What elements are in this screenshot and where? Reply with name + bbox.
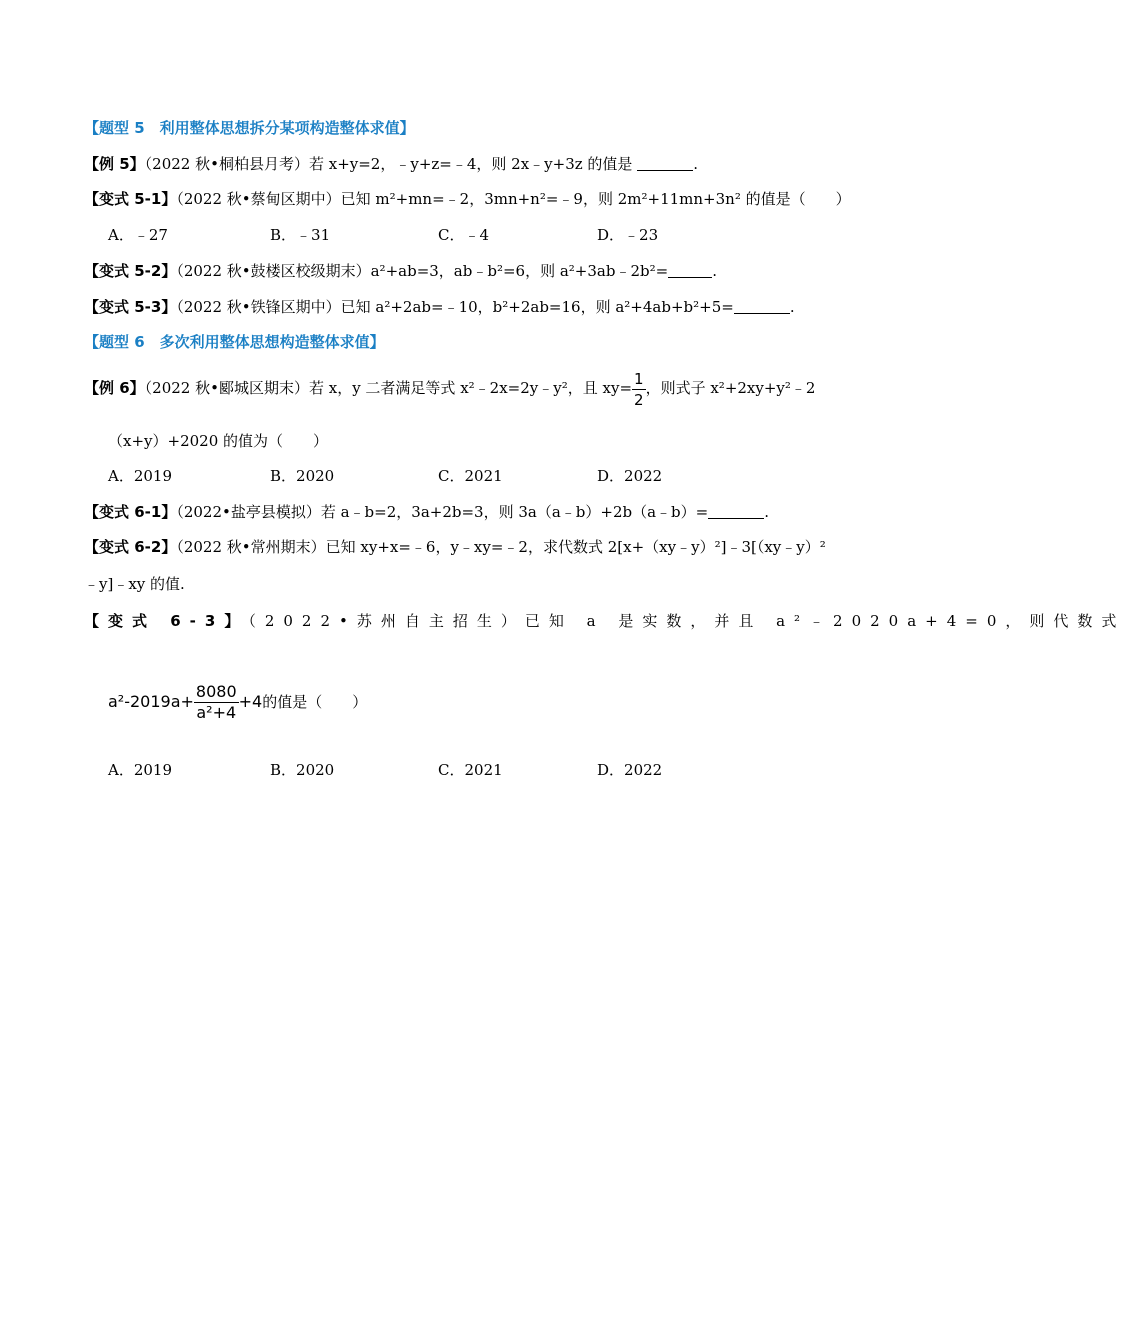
fraction-numerator: 8080 bbox=[195, 682, 237, 701]
example-6-options bbox=[108, 466, 808, 486]
expression-tail: 的值是（ ） bbox=[262, 693, 368, 711]
expression-right: +4 bbox=[238, 692, 263, 711]
variant-5-3-text: （2022 秋•铁锋区期中）已知 a²+2ab=﹣10，b²+2ab=16，则 a²+4ab+b²+5= bbox=[176, 298, 734, 316]
example-6-line-2: （x+y）+2020 的值为（ ） bbox=[108, 432, 329, 450]
variant-6-2-line-2: ﹣y]﹣xy 的值. bbox=[84, 575, 185, 593]
section-6-heading: 【题型 6 多次利用整体思想构造整体求值】 bbox=[84, 333, 385, 351]
expression-left: a²-2019a+ bbox=[108, 692, 194, 711]
variant-5-2-text: （2022 秋•鼓楼区校级期末）a²+ab=3，ab﹣b²=6，则 a²+3ab﹣2b²= bbox=[176, 262, 669, 280]
example-5-tag: 【例 5】 bbox=[84, 155, 145, 173]
variant-6-2 bbox=[84, 537, 866, 557]
option-d[interactable]: D．2022 bbox=[597, 761, 663, 779]
variant-5-1-text: （2022 秋•蔡甸区期中）已知 m²+mn=﹣2，3mn+n²=﹣9，则 2m²+11mn+3n² 的值是（ ） bbox=[176, 190, 851, 208]
variant-6-1-text: （2022•盐亭县模拟）若 a﹣b=2，3a+2b=3，则 3a（a﹣b）+2b（a﹣b）= bbox=[176, 503, 709, 521]
variant-6-1-tag: 【变式 6-1】 bbox=[84, 503, 177, 521]
variant-5-2-tag: 【变式 5-2】 bbox=[84, 262, 177, 280]
variant-6-2-text-1: （2022 秋•常州期末）已知 xy+x=﹣6，y﹣xy=﹣2，求代数式 2[x+（xy﹣y）²]﹣3[（xy﹣y）² bbox=[176, 538, 826, 556]
fraction-numerator: 1 bbox=[634, 369, 644, 388]
example-5 bbox=[84, 154, 866, 174]
option-d[interactable]: D．2022 bbox=[597, 467, 663, 485]
variant-5-2-end: . bbox=[712, 262, 717, 280]
option-a[interactable]: A．﹣27 bbox=[108, 226, 168, 244]
example-5-text: （2022 秋•桐柏县月考）若 x+y=2，﹣y+z=﹣4，则 2x﹣y+3z 的值是 bbox=[144, 155, 633, 173]
fraction-denominator: a²+4 bbox=[196, 703, 237, 722]
variant-5-1-options bbox=[108, 225, 808, 245]
option-b[interactable]: B．2020 bbox=[270, 761, 335, 779]
answer-blank bbox=[708, 504, 764, 519]
section-5-heading: 【题型 5 利用整体思想拆分某项构造整体求值】 bbox=[84, 119, 415, 137]
option-b[interactable]: B．﹣31 bbox=[270, 226, 331, 244]
variant-5-2 bbox=[84, 261, 866, 281]
fraction-denominator: 2 bbox=[634, 390, 644, 409]
variant-6-3 bbox=[84, 611, 1125, 631]
option-c[interactable]: C．2021 bbox=[438, 761, 503, 779]
variant-6-2-tag: 【变式 6-2】 bbox=[84, 538, 177, 556]
answer-blank bbox=[637, 156, 693, 171]
variant-5-3 bbox=[84, 297, 866, 317]
example-6-tag: 【例 6】 bbox=[84, 379, 145, 397]
variant-6-1 bbox=[84, 502, 866, 522]
variant-6-1-end: . bbox=[764, 503, 769, 521]
fraction bbox=[194, 682, 239, 723]
example-6-text-1: （2022 秋•郾城区期末）若 x，y 二者满足等式 x²﹣2x=2y﹣y²，且 xy= bbox=[144, 379, 633, 397]
option-a[interactable]: A．2019 bbox=[108, 467, 173, 485]
option-c[interactable]: C．2021 bbox=[438, 467, 503, 485]
example-6 bbox=[84, 367, 866, 410]
example-5-end: . bbox=[693, 155, 698, 173]
variant-6-3-tag: 【变式 6-3】 bbox=[84, 612, 249, 630]
variant-6-3-expression bbox=[108, 682, 866, 723]
option-c[interactable]: C．﹣4 bbox=[438, 226, 490, 244]
variant-5-1 bbox=[84, 189, 866, 209]
variant-6-3-text: （2022•苏州自主招生）已知 a 是实数，并且 a²﹣2020a+4=0，则代数式 bbox=[248, 612, 1125, 630]
fraction bbox=[632, 369, 646, 410]
option-d[interactable]: D．﹣23 bbox=[597, 226, 659, 244]
answer-blank bbox=[668, 263, 712, 278]
example-6-text-2: ，则式子 x²+2xy+y²﹣2 bbox=[645, 379, 816, 397]
variant-6-3-options bbox=[108, 760, 808, 780]
option-b[interactable]: B．2020 bbox=[270, 467, 335, 485]
variant-5-1-tag: 【变式 5-1】 bbox=[84, 190, 177, 208]
option-a[interactable]: A．2019 bbox=[108, 761, 173, 779]
variant-5-3-end: . bbox=[789, 298, 795, 316]
variant-5-3-tag: 【变式 5-3】 bbox=[84, 298, 177, 316]
answer-blank bbox=[734, 299, 790, 314]
